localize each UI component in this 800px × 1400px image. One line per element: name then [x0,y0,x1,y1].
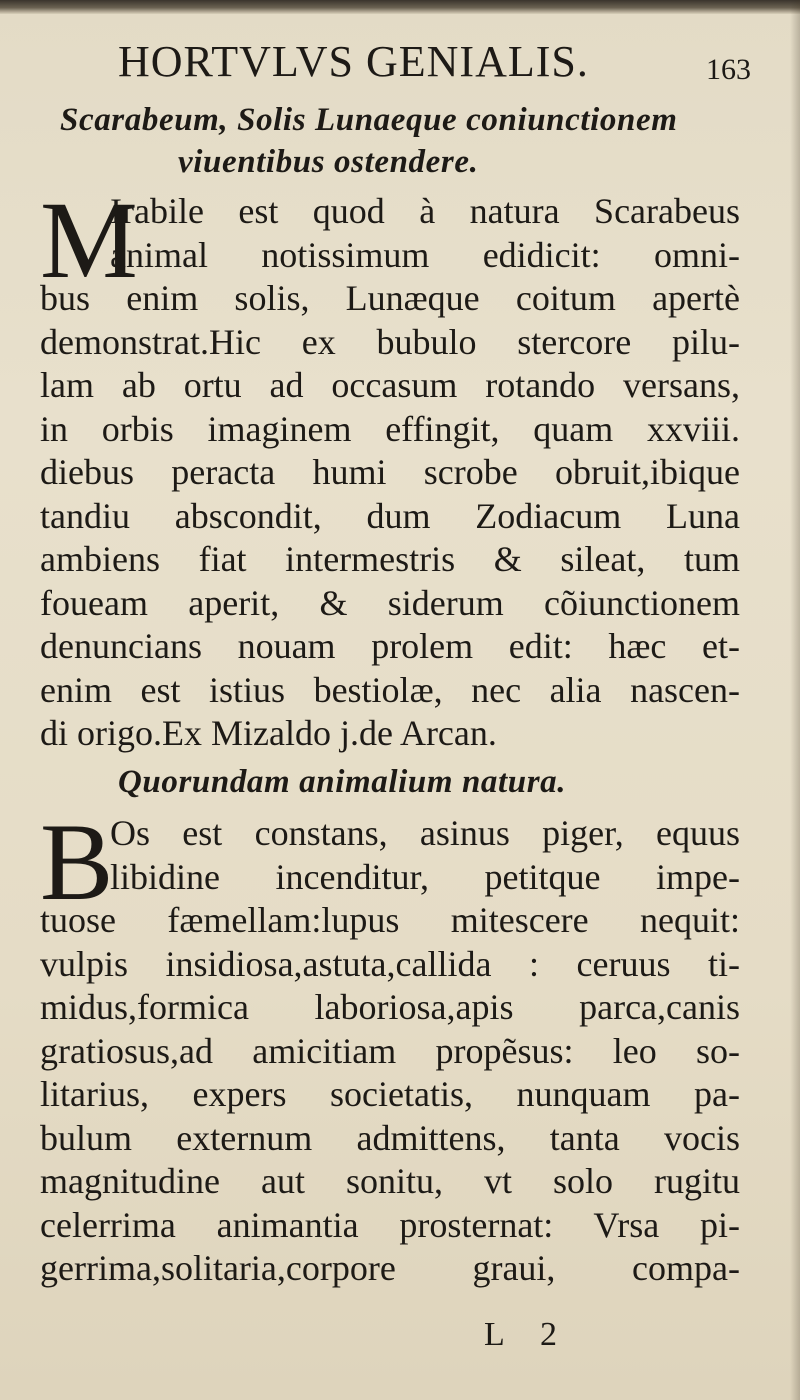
text-line: lam ab ortu ad occasum rotando versans, [40,365,740,405]
text-line: animal notissimum edidicit: omni- [110,234,740,275]
text-line: midus,formica laboriosa,apis parca,canis [40,987,740,1027]
text-line: Os est constans, asinus piger, equus [110,813,740,853]
page-number: 163 [706,53,751,86]
text-line: libidine incenditur, petitque impe- [110,856,740,897]
page-top-edge-shadow [0,0,800,14]
text-line: foueam aperit, & siderum cõiunctionem [40,582,740,623]
page-right-edge-shadow [790,0,800,1400]
text-line: gratiosus,ad amicitiam propẽsus: leo so- [40,1030,740,1071]
signature-mark: L 2 [484,1316,572,1353]
drop-cap-initial: B [40,801,114,923]
text-line: tandiu abscondit, dum Zodiacum Luna [40,495,740,536]
text-line: celerrima animantia prosternat: Vrsa pi- [40,1204,740,1245]
paragraph-scarabeus [40,179,740,756]
text-line: bulum externum admittens, tanta vocis [40,1117,740,1158]
section-heading-animals: Quorundam animalium natura. [118,764,567,800]
section-heading-line-2: viuentibus ostendere. [178,144,479,180]
text-line: denuncians nouam prolem edit: hæc et- [40,626,740,666]
text-line: vulpis insidiosa,astuta,callida : ceruus ti- [40,943,740,984]
text-line: di origo.Ex Mizaldo j.de Arcan. [40,713,497,753]
text-line: demonstrat.Hic ex bubulo stercore pilu- [40,321,740,362]
text-line: in orbis imaginem effingit, quam xxviii. [40,408,740,449]
text-line: bus enim solis, Lunæque coitum apertè [40,278,740,318]
text-line: enim est istius bestiolæ, nec alia nascen- [40,669,740,710]
drop-cap-initial: M [40,179,138,301]
text-line: diebus peracta humi scrobe obruit,ibique [40,452,740,492]
running-head-title: HORTVLVS GENIALIS. [118,37,589,86]
text-line: Irabile est quod à natura Scarabeus [110,191,740,231]
text-line: litarius, expers societatis, nunquam pa- [40,1074,740,1114]
text-line: tuose fæmellam:lupus mitescere nequit: [40,900,740,940]
text-line: magnitudine aut sonitu, vt solo rugitu [40,1161,740,1201]
paragraph-animal-natures [40,801,740,1291]
section-heading-line-1: Scarabeum, Solis Lunaeque coniunctionem [60,102,678,138]
text-line: ambiens fiat intermestris & sileat, tum [40,539,740,579]
text-line: gerrima,solitaria,corpore graui, compa- [40,1248,740,1288]
